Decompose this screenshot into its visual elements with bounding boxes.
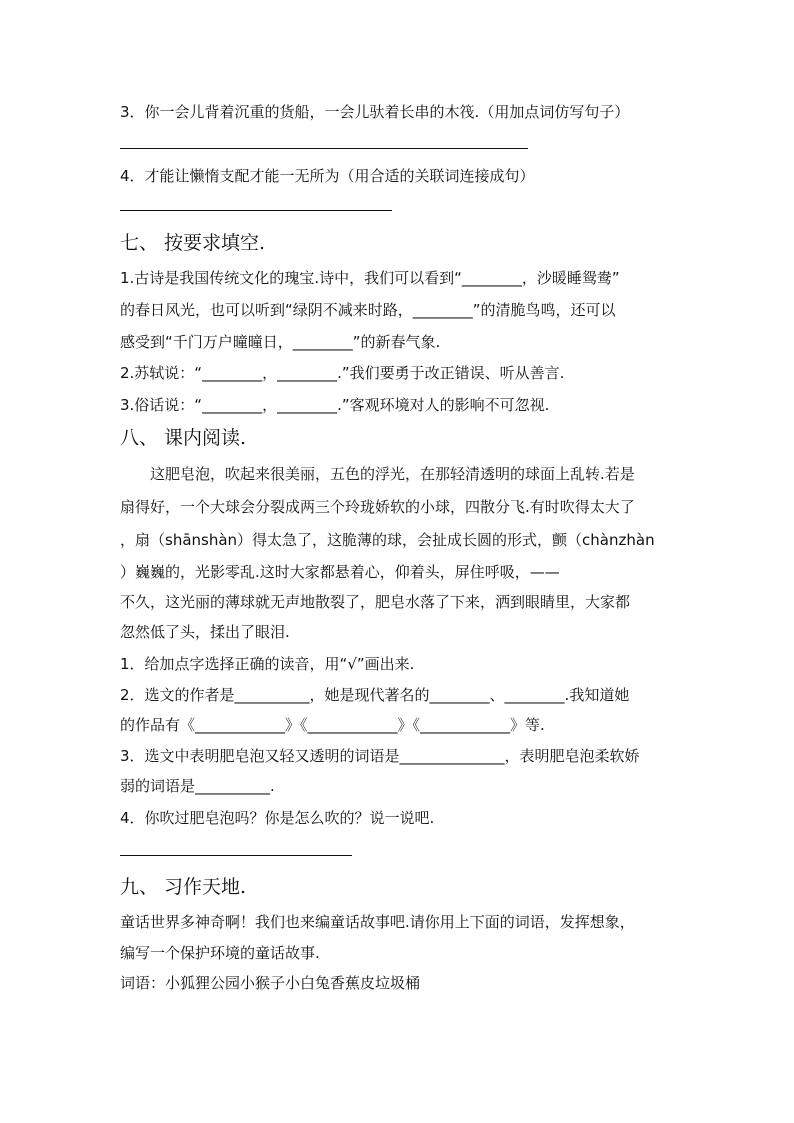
section-9-words: 词语：小狐狸公园小猴子小白兔香蕉皮垃圾桶 — [120, 974, 421, 992]
reading-question-2: 2．选文的作者是__________，她是现代著名的________、________.我知道她 — [120, 686, 630, 704]
answer-line-6-3 — [120, 148, 528, 149]
section-7-line-1: 1.古诗是我国传统文化的瑰宝.诗中，我们可以看到“________，沙暖睡鸳鸯” — [120, 269, 620, 287]
section-7-line-5: 3.俗话说：“________，________.”客观环境对人的影响不可忽视. — [120, 396, 550, 414]
passage-line-6: 忽然低了头，揉出了眼泪. — [120, 623, 290, 641]
answer-line-6-4 — [120, 210, 392, 211]
reading-question-3: 3．选文中表明肥皂泡又轻又透明的词语是______________，表明肥皂泡柔软娇 — [120, 747, 640, 765]
reading-question-4: 4．你吹过肥皂泡吗？你是怎么吹的？说一说吧. — [120, 809, 435, 827]
question-6-4: 4．才能让懒惰支配才能一无所为（用合适的关联词连接成句） — [120, 167, 535, 185]
section-7-line-2: 的春日风光，也可以听到“绿阴不减来时路，________”的清脆鸟鸣，还可以 — [120, 301, 616, 319]
passage-line-4: ）巍巍的，光影零乱.这时大家都悬着心，仰着头，屏住呼吸，—— — [120, 563, 560, 581]
reading-question-2-cont: 的作品有《____________》《____________》《____________》等. — [120, 716, 545, 734]
question-6-3: 3．你一会儿背着沉重的货船，一会儿驮着长串的木筏.（用加点词仿写句子） — [120, 103, 630, 121]
passage-line-1: 这肥皂泡，吹起来很美丽，五色的浮光，在那轻清透明的球面上乱转.若是 — [120, 465, 635, 483]
reading-question-1: 1．给加点字选择正确的读音，用“√”画出来. — [120, 655, 415, 673]
section-9-line-1: 童话世界多神奇啊！我们也来编童话故事吧.请你用上下面的词语，发挥想象， — [120, 913, 635, 931]
passage-line-2: 扇得好，一个大球会分裂成两三个玲珑娇软的小球，四散分飞.有时吹得太大了 — [120, 498, 635, 516]
passage-line-3: ，扇（shānshàn）得太急了，这脆薄的球，会扯成长圆的形式，颤（chànzhàn — [120, 531, 655, 549]
section-7-line-4: 2.苏轼说：“________，________.”我们要勇于改正错误、听从善言. — [120, 364, 565, 382]
section-9-heading: 九、 习作天地. — [120, 876, 247, 898]
answer-line-8-4 — [120, 855, 352, 856]
section-8-heading: 八、 课内阅读. — [120, 427, 247, 449]
section-7-heading: 七、 按要求填空. — [120, 232, 266, 254]
section-7-line-3: 感受到“千门万户曈曈日，________”的新春气象. — [120, 333, 441, 351]
passage-line-5: 不久，这光丽的薄球就无声地散裂了，肥皂水落了下来，洒到眼睛里，大家都 — [120, 593, 631, 611]
section-9-line-2: 编写一个保护环境的童话故事. — [120, 944, 320, 962]
reading-question-3-cont: 弱的词语是__________. — [120, 777, 275, 795]
